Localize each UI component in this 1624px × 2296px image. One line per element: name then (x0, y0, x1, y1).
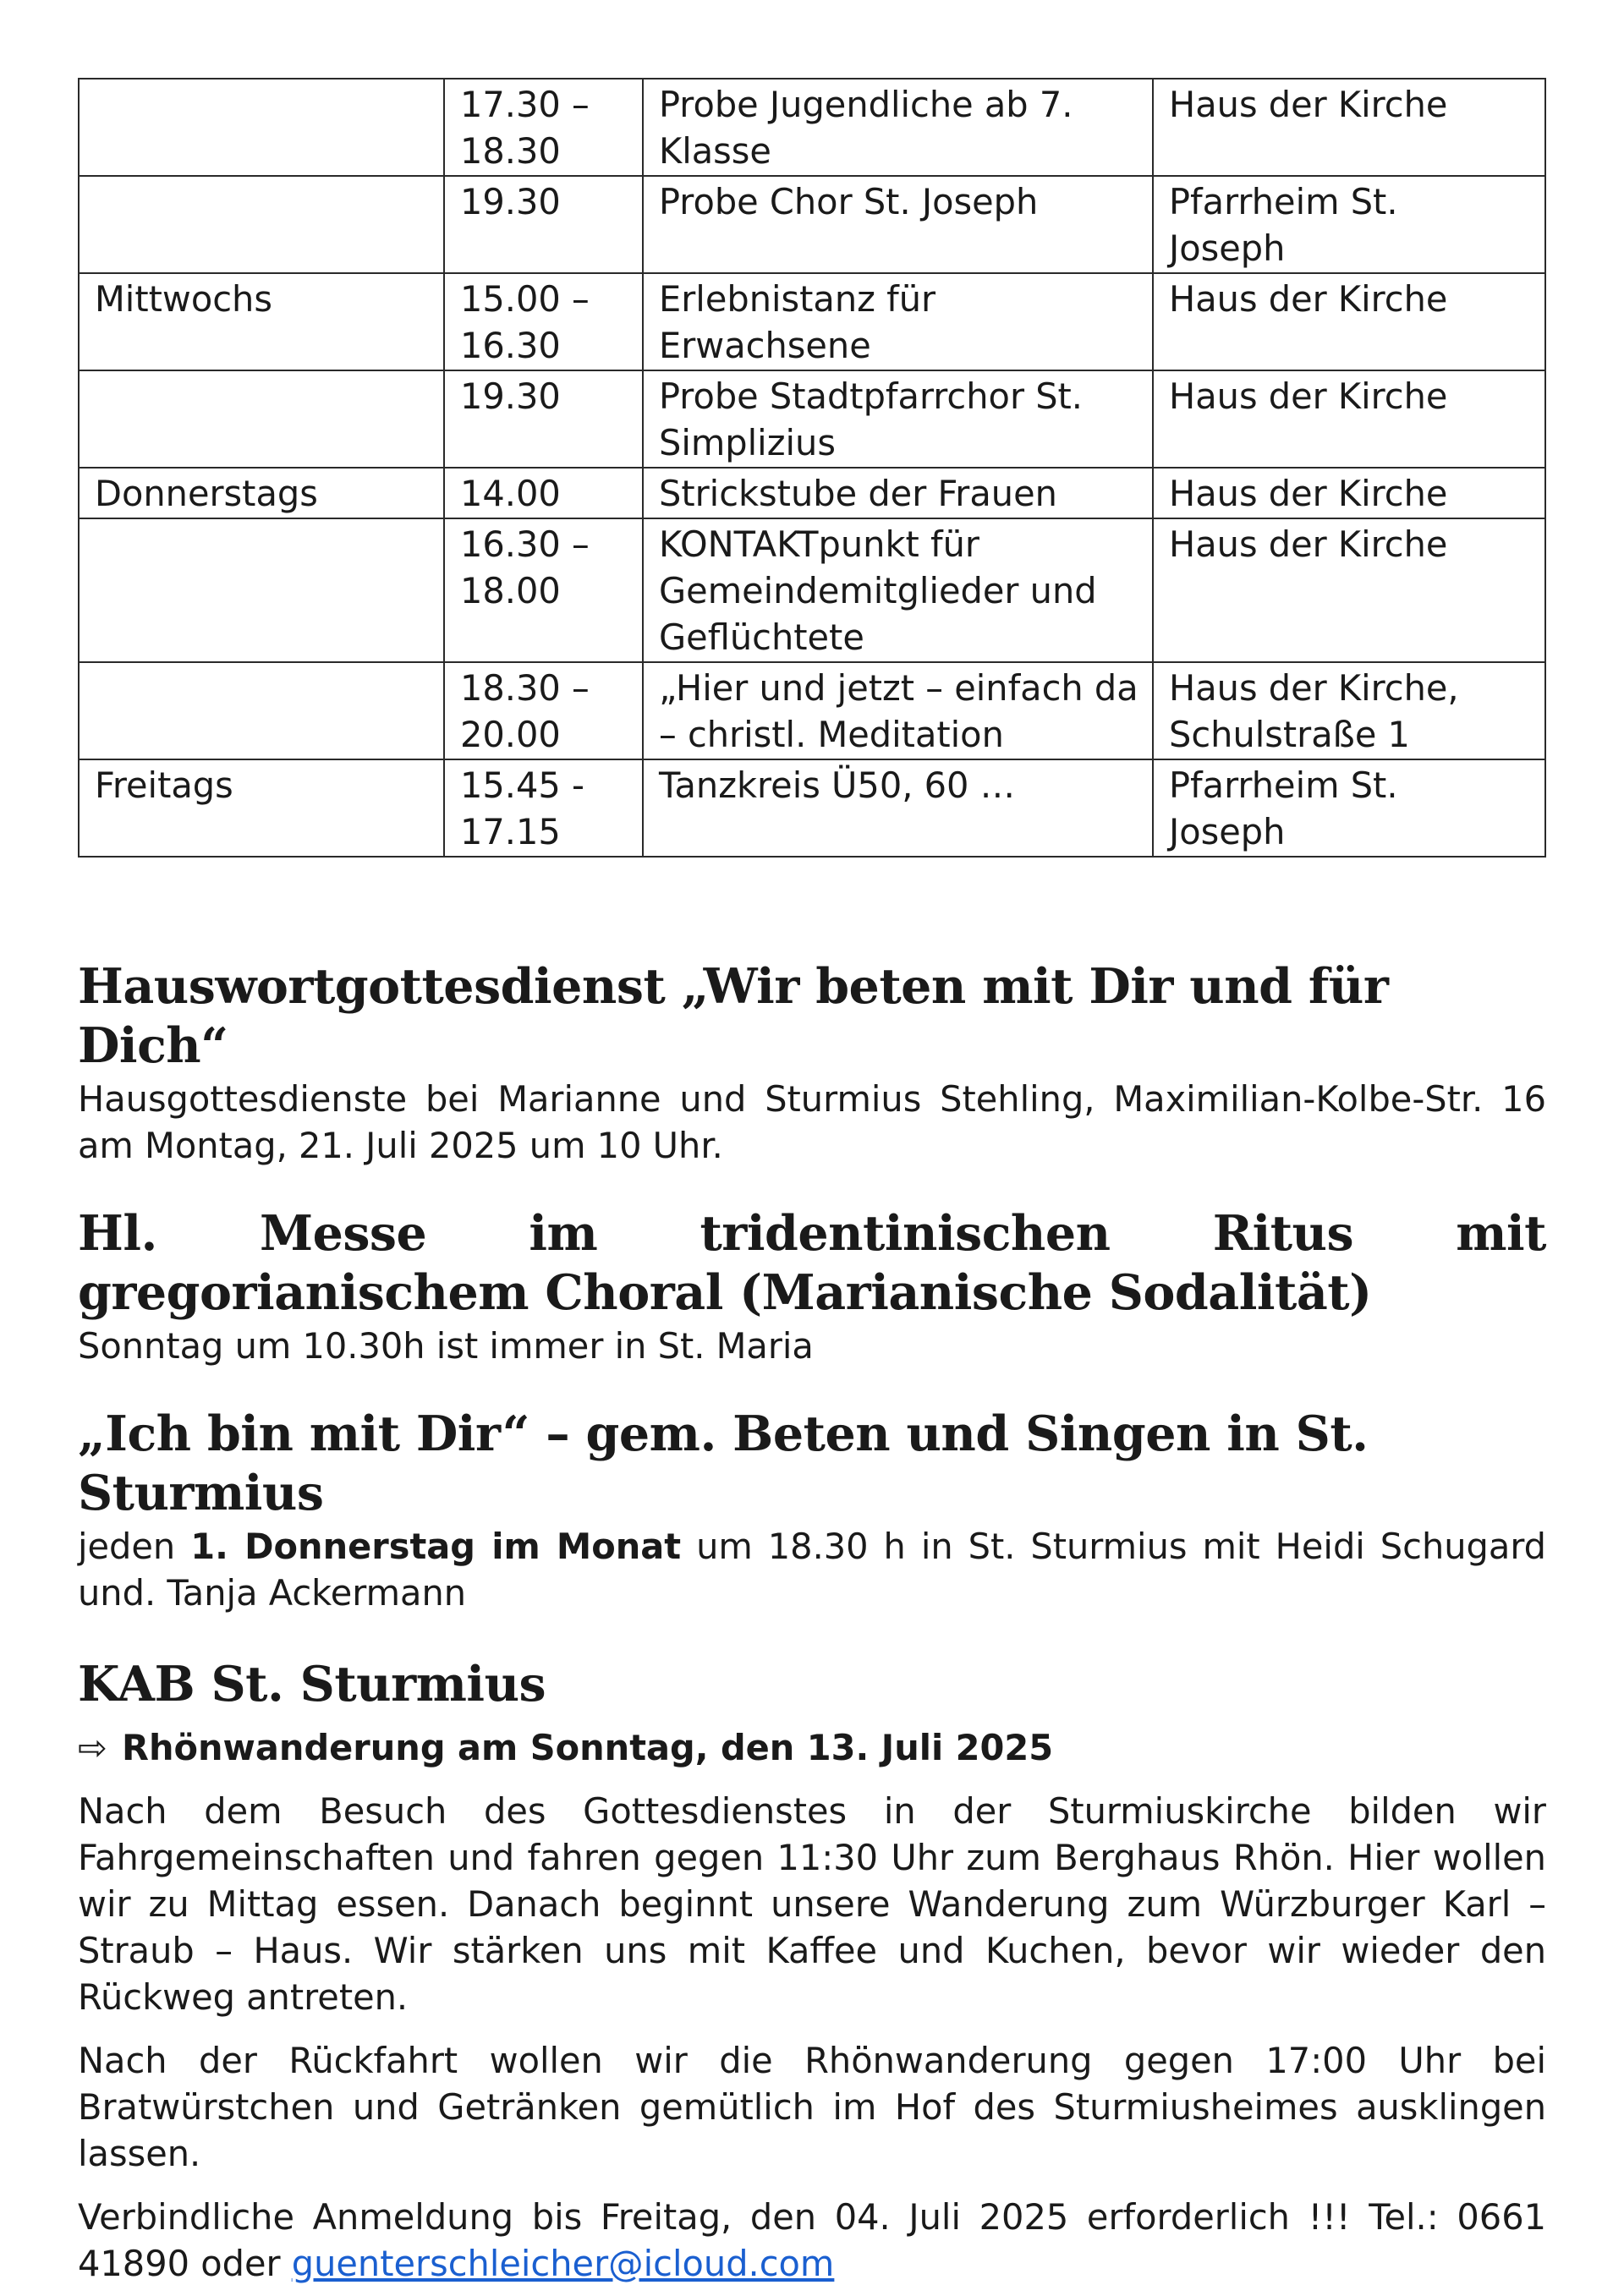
messe-section (78, 1204, 1546, 1369)
time-cell: 16.30 – 18.00 (444, 518, 643, 662)
kab-paragraph-3 (78, 2194, 1546, 2287)
day-cell (79, 662, 444, 759)
time-cell: 19.30 (444, 176, 643, 273)
ichbin-text-pre: jeden (78, 1526, 191, 1567)
day-cell: Mittwochs (79, 273, 444, 370)
place-cell: Pfarrheim St. Joseph (1153, 176, 1545, 273)
table-row (79, 176, 1545, 273)
schedule-table (78, 78, 1546, 858)
kab-subheading (78, 1724, 1546, 1771)
kab-heading: KAB St. Sturmius (78, 1656, 546, 1712)
day-cell (79, 370, 444, 468)
place-cell: Haus der Kirche (1153, 79, 1545, 176)
kab-subheading-text: Rhönwanderung am Sonntag, den 13. Juli 2025 (122, 1727, 1054, 1768)
event-cell: Probe Stadtpfarrchor St. Simplizius (643, 370, 1153, 468)
place-cell: Haus der Kirche (1153, 273, 1545, 370)
hauswort-heading: Hauswortgottesdienst „Wir beten mit Dir und für Dich“ (78, 958, 1389, 1074)
day-cell: Donnerstags (79, 468, 444, 518)
day-cell (79, 518, 444, 662)
ichbin-heading: „Ich bin mit Dir“ – gem. Beten und Singen in St. Sturmius (78, 1406, 1369, 1521)
table-row (79, 759, 1545, 857)
day-cell (79, 79, 444, 176)
place-cell: Haus der Kirche, Schulstraße 1 (1153, 662, 1545, 759)
event-cell: Tanzkreis Ü50, 60 … (643, 759, 1153, 857)
email-link[interactable]: guenterschleicher@icloud.com (291, 2243, 835, 2284)
kab-section (78, 1655, 1546, 2287)
time-cell: 15.45 - 17.15 (444, 759, 643, 857)
time-cell: 15.00 – 16.30 (444, 273, 643, 370)
table-row (79, 518, 1545, 662)
kab-paragraph-1: Nach dem Besuch des Gottesdienstes in der Sturmiuskirche bilden wir Fahrgemeinschaften und fahren gegen 11:30 Uhr zum Berghaus Rhön. Hier wollen wir zu Mittag essen. Danach beginnt unsere Wanderung zum Würzburger Karl – Straub – Haus. Wir stärken uns mit Kaffee und Kuchen, bevor wir wieder den Rückweg antreten. (78, 1790, 1546, 2018)
hauswort-text: Hausgottesdienste bei Marianne und Sturmius Stehling, Maximilian-Kolbe-Str. 16 am Montag, 21. Juli 2025 um 10 Uhr. (78, 1078, 1546, 1166)
messe-heading: Hl. Messe im tridentinischen Ritus mit gregorianischem Choral (Marianische Sodalität) (78, 1205, 1546, 1321)
event-cell: Erlebnistanz für Erwachsene (643, 273, 1153, 370)
day-cell: Freitags (79, 759, 444, 857)
time-cell: 17.30 – 18.30 (444, 79, 643, 176)
table-row (79, 273, 1545, 370)
ichbin-section (78, 1405, 1546, 1616)
hauswort-section (78, 957, 1546, 1169)
table-row (79, 370, 1545, 468)
event-cell: Probe Jugendliche ab 7. Klasse (643, 79, 1153, 176)
kab-paragraph-3-text: Verbindliche Anmeldung bis Freitag, den 04. Juli 2025 erforderlich !!! Tel.: 0661 41890 oder (78, 2196, 1546, 2284)
arrow-right-icon: ⇨ (78, 1727, 107, 1768)
time-cell: 19.30 (444, 370, 643, 468)
time-cell: 14.00 (444, 468, 643, 518)
kab-paragraph-2: Nach der Rückfahrt wollen wir die Rhönwanderung gegen 17:00 Uhr bei Bratwürstchen und Getränken gemütlich im Hof des Sturmiusheimes ausklingen lassen. (78, 2040, 1546, 2174)
ichbin-text (78, 1523, 1546, 1616)
place-cell: Haus der Kirche (1153, 518, 1545, 662)
ichbin-text-post: um 18.30 h in St. Sturmius mit Heidi Schugard und. Tanja Ackermann (78, 1526, 1546, 1614)
place-cell: Haus der Kirche (1153, 370, 1545, 468)
day-cell (79, 176, 444, 273)
event-cell: Strickstube der Frauen (643, 468, 1153, 518)
place-cell: Haus der Kirche (1153, 468, 1545, 518)
table-row (79, 79, 1545, 176)
event-cell: „Hier und jetzt – einfach da – christl. Meditation (643, 662, 1153, 759)
table-row (79, 662, 1545, 759)
table-row (79, 468, 1545, 518)
page (78, 78, 1546, 2287)
place-cell: Pfarrheim St. Joseph (1153, 759, 1545, 857)
time-cell: 18.30 – 20.00 (444, 662, 643, 759)
messe-text: Sonntag um 10.30h ist immer in St. Maria (78, 1325, 814, 1367)
ichbin-text-bold: 1. Donnerstag im Monat (190, 1526, 682, 1567)
event-cell: KONTAKTpunkt für Gemeindemitglieder und Geflüchtete (643, 518, 1153, 662)
event-cell: Probe Chor St. Joseph (643, 176, 1153, 273)
